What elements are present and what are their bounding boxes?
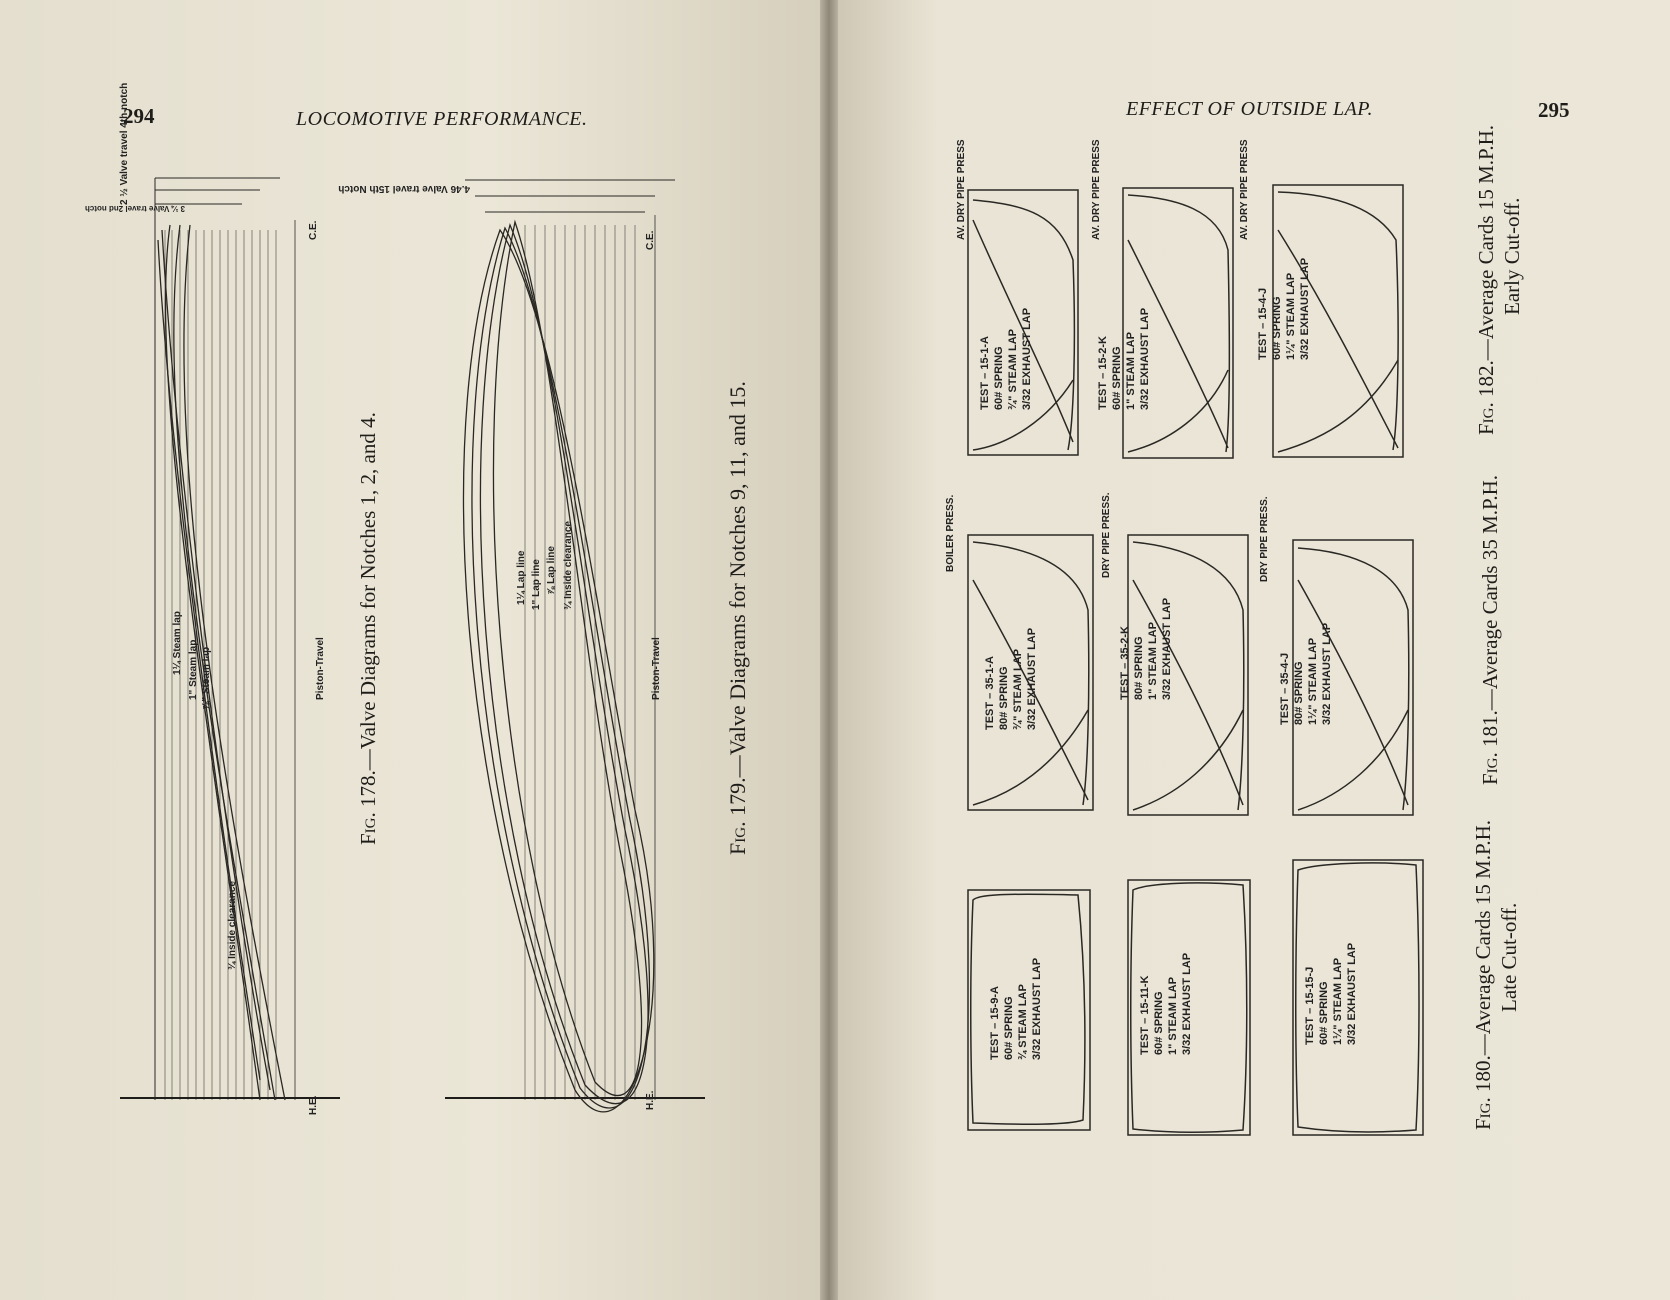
left-running-head: LOCOMOTIVE PERFORMANCE. xyxy=(296,108,588,130)
fig-178-caption xyxy=(356,412,381,845)
card-35-4-j-press: DRY PIPE PRESS. xyxy=(1259,496,1270,582)
fig-181-caption-num: Fig. 181. xyxy=(1478,710,1502,785)
card-15-9-a-info xyxy=(988,958,1044,1060)
card-15-9-a-spring: 60# SPRING xyxy=(1003,996,1015,1060)
card-35-2-k-press: DRY PIPE PRESS. xyxy=(1101,492,1112,578)
fig-178-caption-num: Fig. 178. xyxy=(356,770,380,845)
card-35-1-a-info xyxy=(983,628,1039,730)
card-15-1-a-exhaust: 3/32 EXHAUST LAP xyxy=(1021,307,1033,410)
card-15-15-j-spring: 60# SPRING xyxy=(1318,981,1330,1045)
fig-179-caption xyxy=(725,381,751,855)
card-15-1-a-test: TEST – 15-1-A xyxy=(979,336,991,410)
right-page-number: 295 xyxy=(1538,98,1570,122)
card-15-4-j-test: TEST – 15-4-J xyxy=(1257,287,1269,360)
card-35-2-k-exhaust: 3/32 EXHAUST LAP xyxy=(1161,597,1173,700)
fig-178-caption-text: —Valve Diagrams for Notches 1, 2, and 4. xyxy=(356,412,380,771)
fig-181-caption-text: —Average Cards 35 M.P.H. xyxy=(1478,474,1502,711)
fig-180-caption xyxy=(1470,820,1522,1130)
fig-179-lap2: 1" Lap line xyxy=(531,559,542,610)
fig-182-caption-text: —Average Cards 15 M.P.H. xyxy=(1474,124,1498,361)
card-35-1-a-steam: ¾" STEAM LAP xyxy=(1012,648,1024,730)
card-15-15-j-steam: 1¼" STEAM LAP xyxy=(1332,957,1344,1045)
card-15-4-j-spring: 60# SPRING xyxy=(1271,296,1283,360)
fig-182-caption-num: Fig. 182. xyxy=(1474,360,1498,435)
card-15-4-j-press: AV. DRY PIPE PRESS xyxy=(1239,139,1250,240)
right-running-head: EFFECT OF OUTSIDE LAP. xyxy=(1126,98,1373,120)
fig-179-caption-num: Fig. 179. xyxy=(725,777,750,855)
fig-178-piston-travel: Piston-Travel xyxy=(315,637,326,700)
fig-178-he: H.E. xyxy=(308,1095,319,1115)
fig-179-inside-clearance: ¾ Inside clearance xyxy=(563,521,574,610)
card-15-2-k-info xyxy=(1096,308,1152,410)
fig-179-piston-travel: Piston-Travel xyxy=(651,637,662,700)
card-15-9-a-steam: ¾ STEAM LAP xyxy=(1017,984,1029,1060)
fig-182-caption-line2: Early Cut-off. xyxy=(1500,197,1524,315)
fig-178-lap1: 1¼ Steam lap xyxy=(172,611,183,675)
card-35-4-j-info xyxy=(1278,623,1334,725)
card-15-11-k-test: TEST – 15-11-K xyxy=(1139,975,1151,1055)
fig-180-caption-num: Fig. 180. xyxy=(1471,1055,1495,1130)
card-35-2-k-info xyxy=(1118,598,1174,700)
book-gutter xyxy=(820,0,838,1300)
card-35-1-a-spring: 80# SPRING xyxy=(998,666,1010,730)
fig-179-label-top1: 4.46 Valve travel 15th Notch xyxy=(338,183,470,194)
card-35-1-a-press: BOILER PRESS. xyxy=(945,494,956,572)
card-15-2-k-exhaust: 3/32 EXHAUST LAP xyxy=(1139,307,1151,410)
card-35-2-k-spring: 80# SPRING xyxy=(1133,636,1145,700)
card-15-11-k-info xyxy=(1138,953,1194,1055)
fig-178-label-top2: 3 ¼ Valve travel 2nd notch xyxy=(84,204,185,213)
fig-179-he: H.E. xyxy=(645,1090,656,1110)
card-35-4-j-spring: 80# SPRING xyxy=(1293,661,1305,725)
card-35-1-a-test: TEST – 35-1-A xyxy=(984,656,996,730)
left-page xyxy=(0,0,820,1300)
card-15-2-k-test: TEST – 15-2-K xyxy=(1097,336,1109,410)
fig-179-caption-text: —Valve Diagrams for Notches 9, 11, and 15. xyxy=(725,381,750,778)
left-page-number: 294 xyxy=(123,104,155,128)
card-15-9-a-test: TEST – 15-9-A xyxy=(989,986,1001,1060)
card-15-4-j-info xyxy=(1256,258,1312,360)
fig-182-caption xyxy=(1473,125,1525,435)
card-15-11-k-spring: 60# SPRING xyxy=(1153,991,1165,1055)
card-15-1-a-steam: ¾" STEAM LAP xyxy=(1007,328,1019,410)
fig-179-lap3: ⅞ Lap line xyxy=(546,546,557,595)
card-15-11-k-exhaust: 3/32 EXHAUST LAP xyxy=(1181,952,1193,1055)
card-15-1-a-info xyxy=(978,308,1034,410)
fig-179-ce: C.E. xyxy=(645,230,656,250)
card-35-4-j-test: TEST – 35-4-J xyxy=(1279,652,1291,725)
card-15-1-a-press: AV. DRY PIPE PRESS xyxy=(956,139,967,240)
card-15-4-j-steam: 1¼" STEAM LAP xyxy=(1285,272,1297,360)
fig-179-lap1: 1¼ Lap line xyxy=(516,550,527,605)
fig-178-ce: C.E. xyxy=(308,220,319,240)
card-15-9-a-exhaust: 3/32 EXHAUST LAP xyxy=(1031,957,1043,1060)
fig-178-label-top1: 2 ½ Valve travel 4th notch xyxy=(119,82,130,205)
card-35-4-j-steam: 1¼" STEAM LAP xyxy=(1307,637,1319,725)
card-35-4-j-exhaust: 3/32 EXHAUST LAP xyxy=(1321,622,1333,725)
card-15-15-j-info xyxy=(1303,943,1359,1045)
card-15-1-a-spring: 60# SPRING xyxy=(993,346,1005,410)
fig-181-caption xyxy=(1478,475,1503,785)
card-15-2-k-spring: 60# SPRING xyxy=(1111,346,1123,410)
card-15-15-j-test: TEST – 15-15-J xyxy=(1304,966,1316,1045)
fig-180-caption-line2: Late Cut-off. xyxy=(1497,902,1521,1012)
right-page xyxy=(838,0,1670,1300)
card-15-2-k-steam: 1" STEAM LAP xyxy=(1125,332,1137,410)
fig-179-valve-diagram xyxy=(445,170,715,1120)
card-15-15-j-exhaust: 3/32 EXHAUST LAP xyxy=(1346,942,1358,1045)
card-35-1-a-exhaust: 3/32 EXHAUST LAP xyxy=(1026,627,1038,730)
fig-180-caption-text: —Average Cards 15 M.P.H. xyxy=(1471,819,1495,1056)
card-15-4-j-exhaust: 3/32 EXHAUST LAP xyxy=(1299,257,1311,360)
fig-178-inside-clearance: ¾ Inside clearance xyxy=(227,881,238,970)
card-35-2-k-test: TEST – 35-2-K xyxy=(1119,626,1131,700)
fig-178-lap3: ⅞" Steam lap xyxy=(201,646,212,710)
fig-178-lap2: 1" Steam lap xyxy=(188,639,199,700)
card-15-11-k-steam: 1" STEAM LAP xyxy=(1167,977,1179,1055)
card-15-2-k-press: AV. DRY PIPE PRESS xyxy=(1091,139,1102,240)
card-35-2-k-steam: 1" STEAM LAP xyxy=(1147,622,1159,700)
